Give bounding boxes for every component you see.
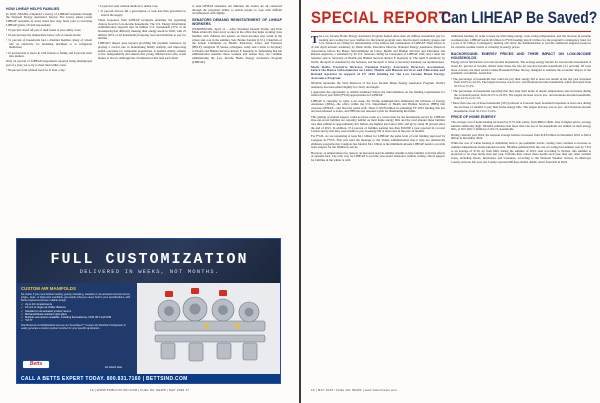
- bullet-item: • The percentage of households that could not pay their energy bill at least one month in the last year increased from 22.0% to 22.4%. The largest increase was in low- and moderate-income households, which increased from 35.5% to 37.4%.: [451, 76, 591, 88]
- ad-body: [17, 283, 281, 374]
- paragraph: Only 16 percent of LIHEAP respondents reported being unemployed part of a year, yet to try to meet their utility costs:: [6, 59, 92, 68]
- left-column-1: [6, 5, 92, 233]
- bullet-item: • 37 percent closed off part of their home to save utility costs;: [6, 27, 82, 32]
- left-page: [0, 0, 299, 403]
- bullet-item: • More than one out of three households (34%) reduced or forewent basic household expenses at least once during the previous 12 months to pay their home energy bills. The largest increase was in low- and moderate-income households, from 50.1% to 51.6%.: [451, 101, 591, 113]
- drop-cap: T: [311, 35, 319, 46]
- ad-feature: ✔ Standard or air-actuated product returns: [21, 310, 133, 313]
- paragraph: LIHEAP's impact goes beyond providing bill payment assistance by playing a crucial role in maintaining family stability and improving health outcomes for vulnerable populations. It enables elderly citizens to live independently and ensures that young children have safe, warm homes to live in. Although the circumstances that lead each client: [98, 41, 186, 61]
- right-page: [301, 0, 600, 403]
- ad-info-panel: [17, 283, 137, 374]
- bullet-item: • 41 percent went without medical or dental care;: [98, 5, 158, 8]
- bullet-item: • 22 percent had to move in with friends or family and 6 percent went into shelters.: [6, 50, 92, 59]
- betts-logo[interactable]: Betts: [22, 360, 50, 369]
- right-column-2: [451, 35, 591, 385]
- bullet-item: • 36 percent went without food for at least a day;: [6, 68, 66, 73]
- bullet-item: • 31 percent did not fill a prescription or took less than prescribed to stretch the supply.: [98, 9, 186, 17]
- header-rule: [311, 31, 591, 32]
- paragraph: to seek LIHEAP assistance are different, the stories are all connected through the programs' ability to enable people to cope with difficult circumstances with dignity.: [192, 5, 282, 16]
- paragraph: LIHEAP is currently in crisis. Last week, the Trump Administration eliminated the Division of Energy Assistance (DEA)—the office within the U.S. Department of Health and Human Services (HHS) that oversees LIHEAP—and fired the entire staff. There is $378 million in remaining FY 2025 funding that has not been released to states, and HHS has not released a plan for distributing the funds.: [311, 98, 445, 114]
- byline: Mark Wolfe, Executive Director, National Energy Assistance Directors Association, before the House Subcommittee on Labor, Health and Human Services and Education and Related Agencies in support of FY 2026 funding for the Low Income Home Energy Assistance Program.: [311, 64, 445, 80]
- paragraph: WASHINGTON, April 11 – After President Donald Trump and Elon Musk arbitrarily fired every worker in the office that helps working class families with children and seniors on fixed incomes stay warm in the winter and cool in the summer, Sen. Bernie Sanders (I-Vt.), Chairman of the Senate Committee on Health, Education, Labor, and Pensions (HELP), alongside 35 Senate colleagues, today sent a letter to Secretary of Health and Human Services Robert F. Kennedy Jr. demanding that the administration reinstate those workers and ensure they can continue administering the Low Income Home Energy Assistance Program (LIHEAP).: [192, 26, 282, 64]
- paragraph: The Low Income Home Energy Assistance Program helped more than six million households pay for heating and cooling last year. Staffers for the federal program were fired in April. Industry groups and U.S. Senators are calling for reinstatement of the staffers and continuation of LIHEAP. Their efforts as of late April include: testimony by Mark Wolfe, Executive Director, National Energy Assistance Directors Association, before the House Subcommittee on Labor, Health and Human Services and Education and Related Agencies; a statement by 36 U.S. Senators calling for restoration of LIHEAP staff; and a letter the Senators sent to Secretary of Health and Human Services Robert F. Kennedy Jr. The April 9 testimony by Wolfe, the April 11 statement by the Senators, and the April 11 letter to Secretary Kennedy are reprinted here.: [311, 35, 445, 64]
- ad-tagline: Do what's best.: [105, 366, 123, 369]
- article-title: Can LIHEAP Be Saved?: [441, 8, 598, 27]
- ad-panel-intro: No matter if you need bottom loading, gravity unloading, standard or air-actuated internal returns, single-, dual-, or triple-tank manifolds, get exactly what you need, built to your specifications, with Betts-engineered proven reliable design.: [21, 292, 131, 302]
- section-heading: SENATORS DEMAND REINSTATEMENT OF LIHEAP WORKERS: [192, 17, 282, 27]
- paragraph: These responses from LIHEAP recipients underline the agonizing choices faced by low-income households. The U.S. Energy Information Administration reported that 34 million U.S. households (27% of all households) had difficulty meeting their energy needs in 2020, with 25 million (20% of all households) forgoing food and medicine to pay for utilities.: [98, 17, 186, 41]
- ad-visit-text: Visit BettsInd.com/AirManifold and use our SmartSpec™ Custom Air Manifold Configurator to easily generate a custom product number for your specific application.: [21, 323, 126, 330]
- section-heading: PRICE OF HOME ENERGY: [451, 115, 496, 120]
- manifold-product-photo: [137, 283, 281, 374]
- paragraph: During calendar year 2024, the national average balance increased from $18.6 billion in December 2023 to $20.4 billion in December 2024.: [451, 132, 591, 141]
- bullet-item: • 25 percent kept the temperature below safe or unsafe levels;: [6, 32, 82, 37]
- paragraph: This gutting of federal support could not have come at a worse time for the households served by LIHEAP. One-out-of-six families are currently behind on their home energy bills and the total amount these families owe their utilities is approximately $21 billion, the highest level since 2021 and up by about 30 percent since the end of 2021. In addition, 37.4 percent of families earning less than $50,000 a year reported in a recent Census survey that they were unable to pay an energy bill at least once in the past 12 months.: [311, 114, 445, 134]
- article-header: [311, 3, 598, 32]
- ad-feature: ✔ Methanol/diesel-resistant sight glass: [21, 313, 133, 316]
- ad-feature: ✔ 12 inch or larger air-holder distance: [21, 306, 133, 309]
- ad-feature: ✔ Multiple seal options available, including fluorosilicone, FKM, BLT and FKM: [21, 316, 133, 319]
- right-column-1: [311, 35, 445, 385]
- special-report-kicker: SPECIAL REPORT:: [311, 8, 452, 27]
- ad-feature: ✔ "GT-5": [21, 319, 133, 322]
- left-column-2: [98, 5, 186, 233]
- ad-call-to-action[interactable]: CALL A BETTS EXPERT TODAY. 800.831.7160 | BETTSIND.COM: [17, 374, 281, 384]
- paragraph: While the cost of winter heating is stabilizing back to pre-pandemic levels, cooling costs continue to increase as summer temperatures break national records. NEADA estimated that the cost of cooling last summer rose by 7.9% to an average of $719, up from $661 during the summer of 2023. And according to NOAA, this summer is projected to be even hotter than last year. Extreme heat causes more deaths each year than any other weather event, including floods, hurricanes, and tornadoes, according to the National Weather Service. In Maricopa County, Arizona last year, the County reported 606 heat-related deaths, down from 645 in 2023.: [451, 141, 591, 164]
- bullet-item: • 51 percent of households had a disabled member, many of whom rely on electricity for breathing machines or to refrigerate medicines;: [6, 38, 92, 50]
- page-folio-right: 16 | MAY 2025 / FUEL OIL NEWS | www.fueloilnews.com: [311, 388, 398, 392]
- paragraph: Energy prices fall hardest on lower-income households. The average energy burden for low-income households is about 8.1 percent of income, almost three times the rate for non-low-income households (3.1 percent). Of even more concern, the most recent Census Household Pulse Survey, designed to estimate the economic impact of the pandemic on families, found that:: [451, 60, 591, 76]
- section-heading: HOW LIHEAP HELPS FAMILIES: [6, 7, 60, 11]
- bullet-item: • The percentage of households reporting that they kept their home at unsafe temperatures also increased during the 12-month period, from 22.2% to 22.8%. The largest increase was in low- and moderate-income households, from 24.1% to 27.1%.: [451, 89, 591, 101]
- page-folio-left: 16 | WWW.PUBLICATION.COM | FUEL OIL NEWS | MAY 2025 17: [90, 388, 190, 392]
- ad-subheadline: DELIVERED IN WEEKS, NOT MONTHS.: [79, 268, 220, 275]
- advertisement[interactable]: [16, 238, 281, 384]
- left-column-3: [192, 5, 282, 233]
- section-heading: BACKGROUND: ENERGY PRICES AND THEIR IMPACT ON LOW-INCOME HOUSEHOLDS: [451, 51, 591, 60]
- ad-feature: ✔ Up to 10 compartments: [21, 303, 133, 306]
- paragraph: I appreciate the opportunity to submit testimony before the Subcommittee on the funding requirements for federal fiscal year 2026 (FY26) appropriation for LIHEAP.: [311, 89, 445, 98]
- paragraph: The average cost of home heating increased by 8.7% this winter, from $866 to $941. Due to higher prices, average remains stubbornly high. NEADA estimates that more than one out of six households are behind on their energy bills, at 16% ($21.5 million) of all U.S. households.: [451, 120, 591, 132]
- paragraph: However, as temperatures rise, there is an increased need in summer months to help families avoid the effects of extreme heat. The only way for LIHEAP to provide year-round assistance without cutting critical support for families in the winter is with: [311, 150, 445, 162]
- paragraph: additional funding. In order to keep up with rising energy costs, rising temperatures, and the increase in extreme weatherevents, LIHEAP needs $6 billion in FY26 funding plus $1 billion for the program's contingency fund, for a total of $7 billion. Contingency funding will allow the Administration to provide additional targeted resources for extreme weather events or volatility in energy prices.: [451, 35, 591, 49]
- ad-feature-list: [21, 303, 133, 322]
- ad-banner: [17, 239, 281, 283]
- paragraph: For FY26, we are requesting at least $4.1 billion for LIHEAP, the same level of total funding approved by Congress in FY25. This will send the message to the Trump Administration that it may not unilaterally eliminate programs that Congress has funded. $4.1 billion is the minimum amount LIHEAP needs to provide basic support for the families it serves.: [311, 134, 445, 150]
- paragraph: In 2018, NEADA completed a survey of LIHEAP recipients through the National Energy Assistance Survey. The survey asked recent LIHEAP recipients in seven states how they fared prior to receiving LIHEAP grants. Of 424 respondents:: [6, 11, 92, 27]
- ad-headline: FULL CUSTOMIZATION: [50, 251, 249, 268]
- paragraph: NEADA represents the State Directors of the Low Income Home Energy Assistance Program. Wolfe's testimony has been edited slightly for clarity and length.: [311, 80, 445, 89]
- ad-panel-title: CUSTOM AIR MANIFOLDS: [21, 286, 76, 291]
